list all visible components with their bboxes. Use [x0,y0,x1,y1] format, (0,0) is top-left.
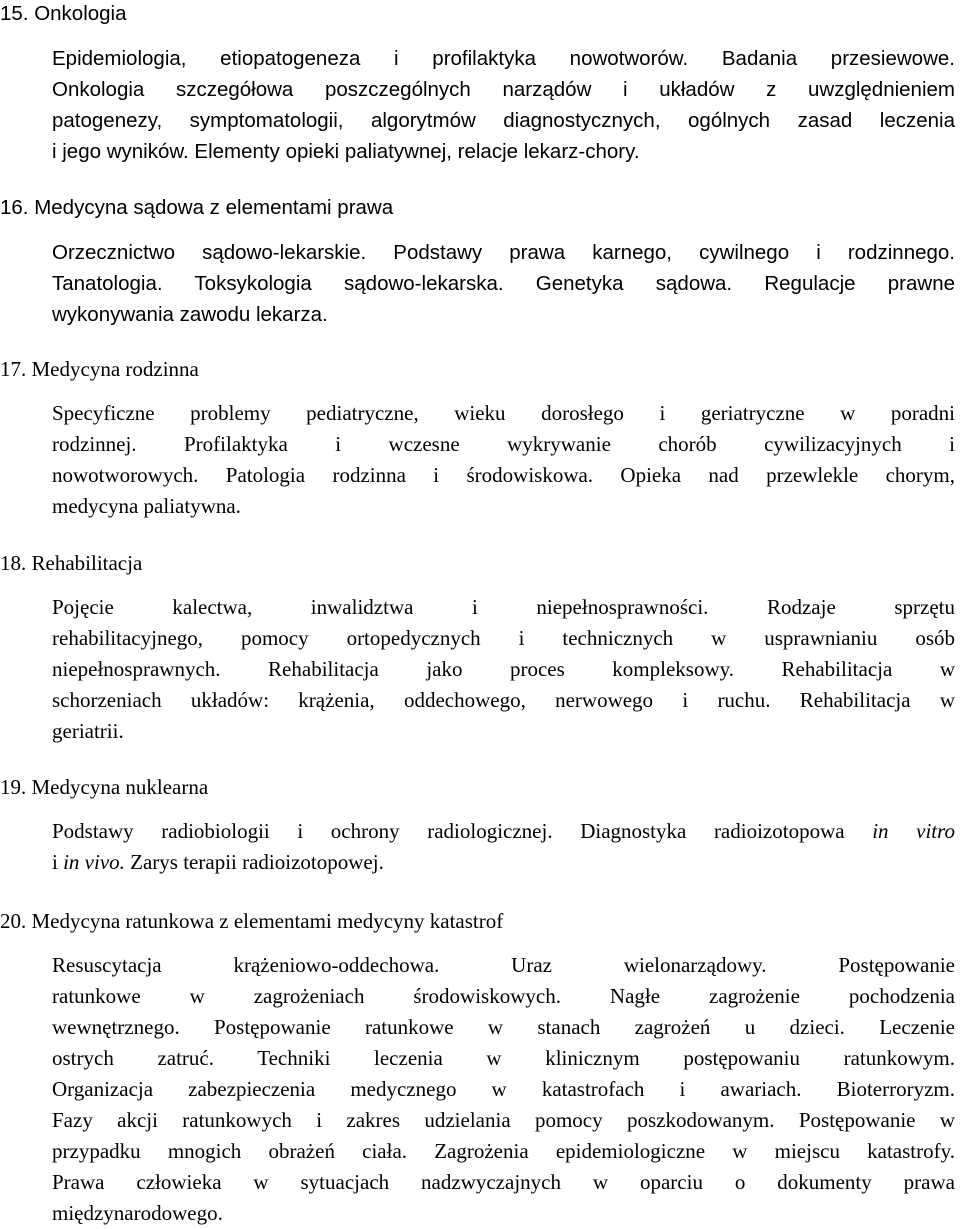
section-number: 16. [0,196,29,219]
body-line: rodzinnej. Profilaktyka i wczesne wykrywanie chorób cywilizacyjnych i [52,432,955,456]
section-number: 19. [0,775,27,799]
section-heading [0,551,142,575]
body-line: przypadku mnogich obrażeń ciała. Zagrożenia epidemiologiczne w miejscu katastrofy. [52,1139,955,1163]
body-line: medycyna paliatywna. [52,494,241,518]
italic-term: in vivo. [63,850,125,874]
section-heading [0,775,208,799]
body-line: wewnętrznego. Postępowanie ratunkowe w stanach zagrożeń u dzieci. Leczenie [52,1015,955,1039]
body-line: geriatrii. [52,719,124,743]
body-line [52,816,955,847]
section-number: 15. [0,2,29,25]
section-number: 17. [0,357,27,381]
body-line: patogenezy, symptomatologii, algorytmów diagnostycznych, ogólnych zasad leczenia [52,109,955,132]
section-body [52,592,955,747]
section-title: Medycyna rodzinna [31,357,199,381]
section-title: Rehabilitacja [31,551,143,575]
body-line: Organizacja zabezpieczenia medycznego w katastrofach i awariach. Bioterroryzm. [52,1077,955,1101]
body-text: i [52,850,58,874]
body-line: ostrych zatruć. Techniki leczenia w klinicznym postępowaniu ratunkowym. [52,1046,955,1070]
section-number: 18. [0,551,27,575]
section-body [52,43,955,167]
section-title: Medycyna sądowa z elementami prawa [34,196,394,219]
section-title: Medycyna nuklearna [31,775,209,799]
body-line: schorzeniach układów: krążenia, oddechowego, nerwowego i ruchu. Rehabilitacja w [52,688,955,712]
italic-term: in vitro [872,819,956,843]
section-body [52,237,955,330]
body-line: Orzecznictwo sądowo-lekarskie. Podstawy prawa karnego, cywilnego i rodzinnego. [52,241,955,264]
section-heading [0,2,127,26]
body-line: Epidemiologia, etiopatogeneza i profilaktyka nowotworów. Badania przesiewowe. [52,47,955,70]
section-heading [0,196,393,220]
body-line: ratunkowe w zagrożeniach środowiskowych. Nagłe zagrożenie pochodzenia [52,984,955,1008]
body-line: Prawa człowieka w sytuacjach nadzwyczajnych w oparciu o dokumenty prawa [52,1170,955,1194]
body-line: Pojęcie kalectwa, inwalidztwa i niepełnosprawności. Rodzaje sprzętu [52,595,955,619]
section-heading [0,909,503,933]
body-line: międzynarodowego. [52,1201,223,1225]
body-line: Onkologia szczegółowa poszczególnych narządów i układów z uwzględnieniem [52,78,955,101]
section-number: 20. [0,909,27,933]
body-text: Zarys terapii radioizotopowej. [130,850,384,874]
section-title: Medycyna ratunkowa z elementami medycyny katastrof [31,909,504,933]
section-body [52,398,955,522]
body-line: Fazy akcji ratunkowych i zakres udzielania pomocy poszkodowanym. Postępowanie w [52,1108,955,1132]
section-body [52,950,955,1229]
body-line: nowotworowych. Patologia rodzinna i środowiskowa. Opieka nad przewlekle chorym, [52,463,955,487]
body-line: Resuscytacja krążeniowo-oddechowa. Uraz wielonarządowy. Postępowanie [52,953,955,977]
body-line: Specyficzne problemy pediatryczne, wieku dorosłego i geriatryczne w poradni [52,401,955,425]
body-line: i jego wyników. Elementy opieki paliatywnej, relacje lekarz-chory. [52,140,640,163]
body-line: Tanatologia. Toksykologia sądowo-lekarska. Genetyka sądowa. Regulacje prawne [52,272,955,295]
body-line [52,847,955,878]
body-text: Podstawy radiobiologii i ochrony radiologicznej. Diagnostyka radioizotopowa [52,819,845,843]
section-body [52,816,955,878]
section-title: Onkologia [34,2,127,25]
body-line: wykonywania zawodu lekarza. [52,303,328,326]
section-heading [0,357,199,381]
body-line: rehabilitacyjnego, pomocy ortopedycznych i technicznych w usprawnianiu osób [52,626,955,650]
body-line: niepełnosprawnych. Rehabilitacja jako proces kompleksowy. Rehabilitacja w [52,657,955,681]
